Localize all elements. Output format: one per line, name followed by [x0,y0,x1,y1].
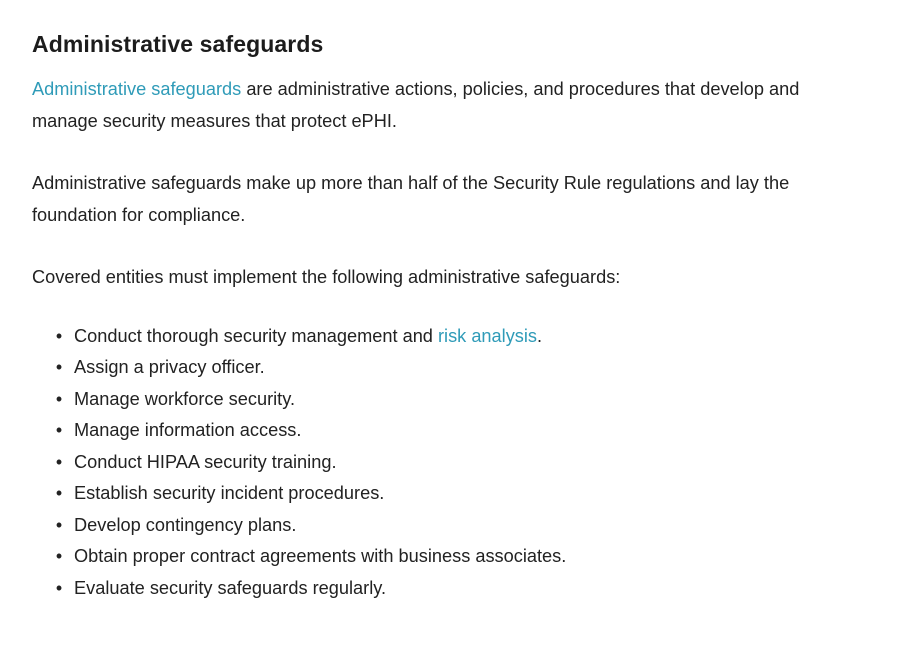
bullet-icon: • [55,483,63,503]
list-item-text: Manage information access. [74,420,302,440]
intro-paragraph [32,74,862,137]
list-item [55,541,872,573]
bullet-icon: • [55,357,63,377]
list-item-text: Evaluate security safeguards regularly. [74,577,387,598]
administrative-safeguards-link[interactable]: Administrative safeguards [32,79,242,99]
bullet-icon: • [55,420,63,440]
list-item-text: Conduct HIPAA security training. [74,451,337,472]
list-item [55,352,872,384]
list-item-text: Assign a privacy officer. [74,357,265,377]
bullet-icon: • [55,451,63,472]
bullet-icon: • [55,546,63,566]
covered-entities-paragraph: Covered entities must implement the following administrative safeguards: [32,267,621,287]
list-item [55,384,872,416]
bullet-icon: • [55,388,63,409]
safeguards-list [32,321,872,605]
list-item-period: . [537,325,543,346]
list-item [55,415,872,447]
list-item-text: Obtain proper contract agreements with business associates. [74,546,567,566]
list-item [55,478,872,510]
list-item-text: Manage workforce security. [74,388,296,409]
bullet-icon: • [55,514,63,535]
bullet-icon: • [55,577,63,598]
bullet-icon: • [55,325,63,346]
list-item [55,510,872,542]
list-item [55,573,872,605]
risk-analysis-link[interactable]: risk analysis [437,325,538,346]
list-item-text: Conduct thorough security management and [74,325,438,346]
list-item [55,447,872,479]
list-item [55,321,872,353]
intro-paragraph-text: are administrative actions, policies, and procedures that develop and manage security measures that protect ePHI. [32,79,800,131]
list-item-text: Establish security incident procedures. [74,483,385,503]
section-heading: Administrative safeguards [32,31,324,57]
security-rule-paragraph: Administrative safeguards make up more than half of the Security Rule regulations and lay the foundation for compliance. [32,173,790,225]
list-item-text: Develop contingency plans. [74,514,297,535]
